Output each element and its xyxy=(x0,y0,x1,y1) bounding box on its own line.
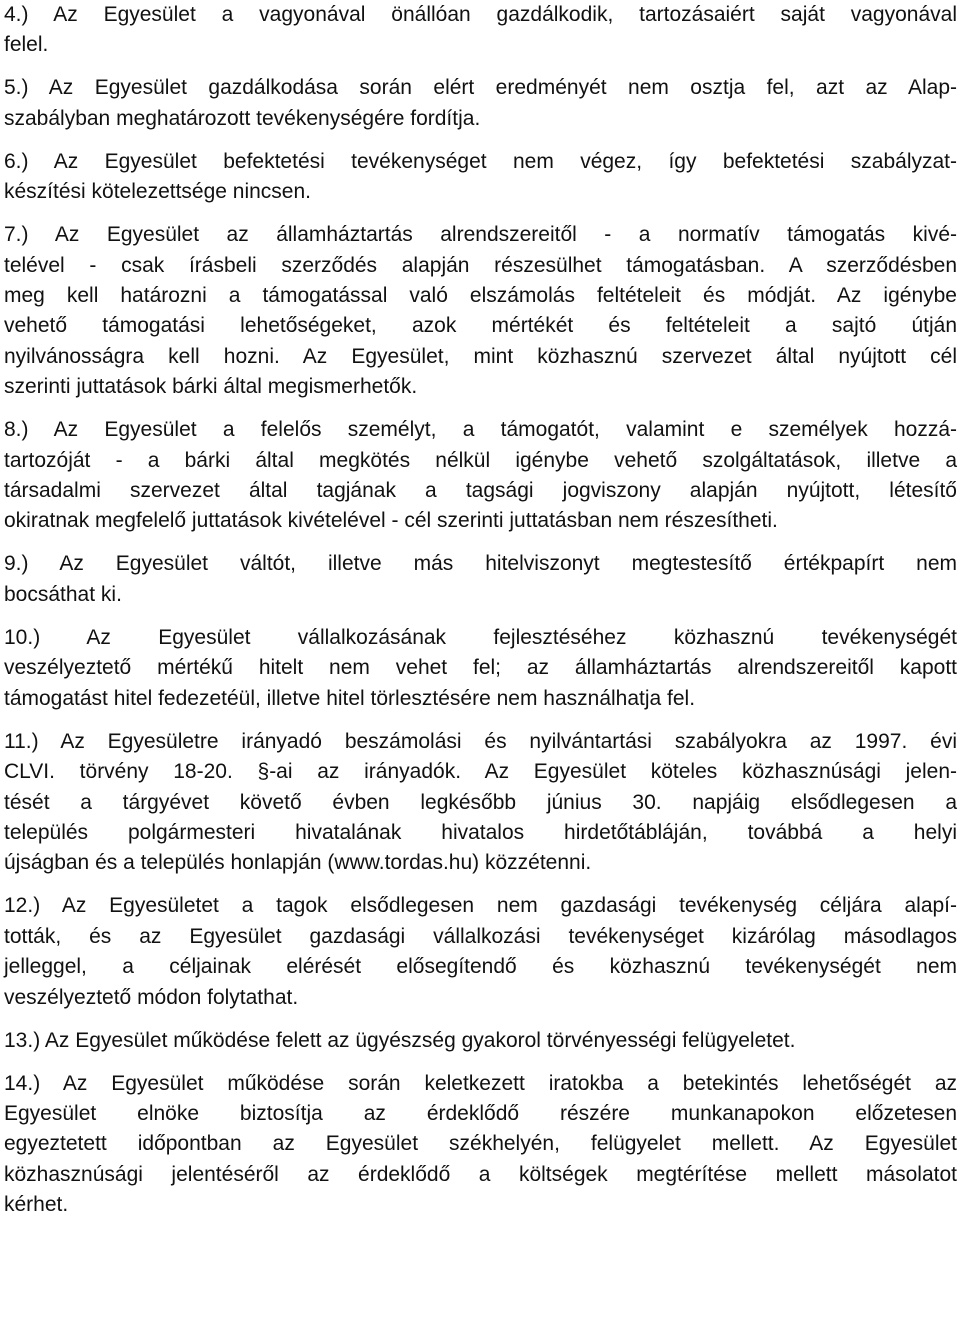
text-line: készítési kötelezettsége nincsen. xyxy=(4,180,312,204)
text-line: CLVI. törvény 18-20. §-ai az irányadók. Az Egyesület köteles közhasznúsági jelen- xyxy=(4,760,957,784)
text-line: nyilvánosságra kell hozni. Az Egyesület, mint közhasznú szervezet által nyújtott cél xyxy=(4,344,957,368)
text-line: veszélyeztető módon folytathat. xyxy=(4,985,299,1009)
text-line: telével - csak írásbeli szerződés alapján részesülhet támogatásban. A szerződésben xyxy=(4,253,957,277)
text-line: közhasznúsági jelentéséről az érdeklődő a költségek megtérítése mellett másolatot xyxy=(4,1162,957,1186)
text-line: 10.) Az Egyesület vállalkozásának fejlesztéséhez közhasznú tevékenységét xyxy=(4,625,957,649)
text-line: bocsáthat ki. xyxy=(4,582,122,606)
paragraph-4 xyxy=(4,0,957,61)
text-line: 13.) Az Egyesület működése felett az ügyészség gyakorol törvényességi felügyeletet. xyxy=(4,1028,796,1052)
text-line: társadalmi szervezet által tagjának a tagsági jogviszony alapján nyújtott, létesítő xyxy=(4,479,957,503)
text-line: szerinti juttatások bárki által megismerhetők. xyxy=(4,375,418,399)
text-line: 14.) Az Egyesület működése során keletkezett iratokba a betekintés lehetőségét az xyxy=(4,1071,957,1095)
text-line: Egyesület elnöke biztosítja az érdeklődő részére munkanapokon előzetesen xyxy=(4,1101,957,1125)
paragraph-13 xyxy=(4,1026,957,1056)
text-line: 12.) Az Egyesületet a tagok elsődlegesen nem gazdasági tevékenység céljára alapí- xyxy=(4,894,957,918)
paragraph-11 xyxy=(4,727,957,879)
text-line: újságban és a település honlapján (www.tordas.hu) közzétenni. xyxy=(4,851,592,875)
text-line: település polgármesteri hivatalának hivatalos hirdetőtábláján, továbbá a helyi xyxy=(4,820,957,844)
paragraph-5 xyxy=(4,73,957,134)
text-line: 4.) Az Egyesület a vagyonával önállóan gazdálkodik, tartozásaiért saját vagyonával xyxy=(4,3,957,26)
text-line: szabályban meghatározott tevékenységére fordítja. xyxy=(4,106,481,130)
text-line: 6.) Az Egyesület befektetési tevékenységet nem végez, így befektetési szabályzat- xyxy=(4,149,957,173)
text-line: veszélyeztető mértékű hitelt nem vehet fel; az államháztartás alrendszereitől kapott xyxy=(4,656,957,680)
paragraph-8 xyxy=(4,415,957,537)
text-line: tartozóját - a bárki által megkötés nélkül igénybe vehető szolgáltatások, illetve a xyxy=(4,448,957,472)
paragraph-12 xyxy=(4,891,957,1013)
paragraph-9 xyxy=(4,549,957,610)
text-line: tották, és az Egyesület gazdasági vállalkozási tevékenységet kizárólag másodlagos xyxy=(4,924,957,948)
text-line: tését a tárgyévet követő évben legkésőbb június 30. napjáig elsődlegesen a xyxy=(4,790,957,814)
text-line: 9.) Az Egyesület váltót, illetve más hitelviszonyt megtestesítő értékpapírt nem xyxy=(4,552,957,576)
paragraph-10 xyxy=(4,623,957,714)
text-line: 5.) Az Egyesület gazdálkodása során elért eredményét nem osztja fel, azt az Alap- xyxy=(4,76,957,100)
text-line: egyeztetett időpontban az Egyesület székhelyén, felügyelet mellett. Az Egyesület xyxy=(4,1132,957,1156)
paragraph-7 xyxy=(4,220,957,402)
text-line: meg kell határozni a támogatással való elszámolás feltételeit és módját. Az igénybe xyxy=(4,284,957,308)
text-line: felel. xyxy=(4,33,49,57)
paragraph-14 xyxy=(4,1069,957,1221)
paragraph-6 xyxy=(4,147,957,208)
document-page xyxy=(4,0,957,1221)
text-line: 8.) Az Egyesület a felelős személyt, a támogatót, valamint e személyek hozzá- xyxy=(4,418,957,442)
text-line: 7.) Az Egyesület az államháztartás alrendszereitől - a normatív támogatás kivé- xyxy=(4,223,957,247)
text-line: 11.) Az Egyesületre irányadó beszámolási és nyilvántartási szabályokra az 1997. évi xyxy=(4,729,957,753)
text-line: támogatást hitel fedezetéül, illetve hitel törlesztésére nem használhatja fel. xyxy=(4,686,696,710)
text-line: vehető támogatási lehetőségeket, azok mértékét és feltételeit a sajtó útján xyxy=(4,314,957,338)
text-line: jelleggel, a céljainak elérését elősegítendő és közhasznú tevékenységét nem xyxy=(4,955,957,979)
text-line: okiratnak megfelelő juttatások kivételével - cél szerinti juttatásban nem részesítheti. xyxy=(4,509,778,533)
text-line: kérhet. xyxy=(4,1193,69,1217)
